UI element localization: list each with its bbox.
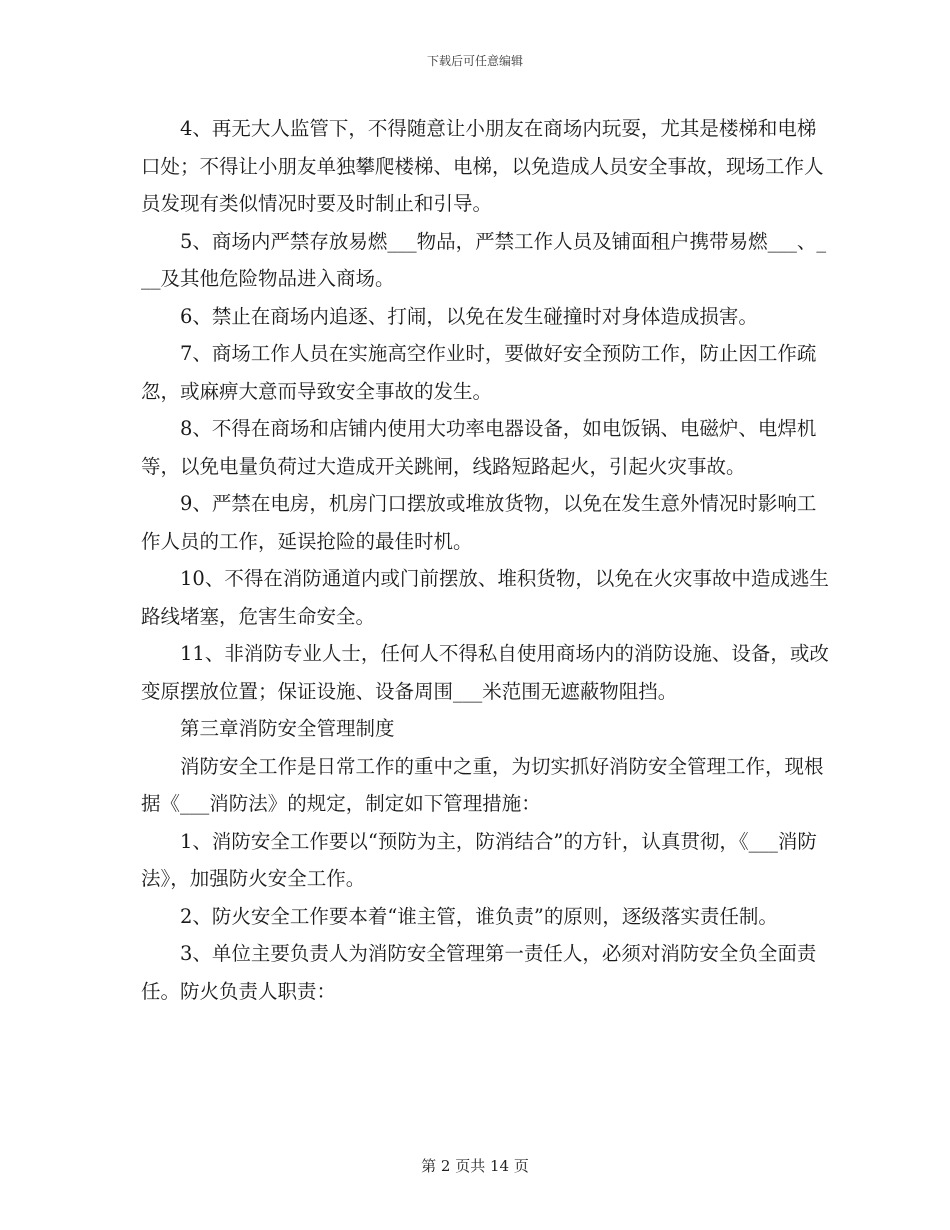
paragraph-measure-3: 3、单位主要负责人为消防安全管理第一责任人，必须对消防安全负全面责任。防火负责人职责： (141, 942, 817, 1003)
document-body (141, 110, 831, 1010)
paragraph-rule-8: 8、不得在商场和店铺内使用大功率电器设备，如电饭锅、电磁炉、电焊机等，以免电量负荷过大造成开关跳闸，线路短路起火，引起火灾事故。 (141, 417, 817, 478)
page-number: 第 2 页共 14 页 (421, 1157, 529, 1175)
paragraph-rule-9: 9、严禁在电房，机房门口摆放或堆放货物，以免在发生意外情况时影响工作人员的工作，延误抢险的最佳时机。 (141, 492, 817, 553)
paragraph-rule-10: 10、不得在消防通道内或门前摆放、堆积货物，以免在火灾事故中造成逃生路线堵塞，危害生命安全。 (141, 567, 829, 628)
paragraph-rule-6: 6、禁止在商场内追逐、打闹，以免在发生碰撞时对身体造成损害。 (180, 304, 758, 328)
paragraph-rule-5: 5、商场内严禁存放易燃___物品，严禁工作人员及铺面租户携带易燃___、___及其他危险物品进入商场。 (141, 229, 827, 290)
paragraph-rule-11: 11、非消防专业人士，任何人不得私自使用商场内的消防设施、设备，或改变原摆放位置；保证设施、设备周围___米范围无遮蔽物阻挡。 (141, 642, 829, 703)
paragraph-intro: 消防安全工作是日常工作的重中之重，为切实抓好消防安全管理工作，现根据《___消防法》的规定，制定如下管理措施： (141, 754, 824, 815)
paragraph-rule-7: 7、商场工作人员在实施高空作业时，要做好安全预防工作，防止因工作疏忽，或麻痹大意而导致安全事故的发生。 (141, 342, 817, 403)
paragraph-measure-1: 1、消防安全工作要以“预防为主，防消结合”的方针，认真贯彻，《___消防法》，加强防火安全工作。 (141, 829, 817, 890)
chapter-heading: 第三章消防安全管理制度 (180, 717, 395, 740)
page-header: 下载后可任意编辑 (426, 54, 523, 68)
paragraph-measure-2: 2、防火安全工作要本着“谁主管，谁负责”的原则，逐级落实责任制。 (180, 904, 778, 928)
paragraph-rule-4: 4、再无大人监管下，不得随意让小朋友在商场内玩耍，尤其是楼梯和电梯口处；不得让小朋友单独攀爬楼梯、电梯，以免造成人员安全事故，现场工作人员发现有类似情况时要及时制止和引导。 (141, 117, 824, 215)
